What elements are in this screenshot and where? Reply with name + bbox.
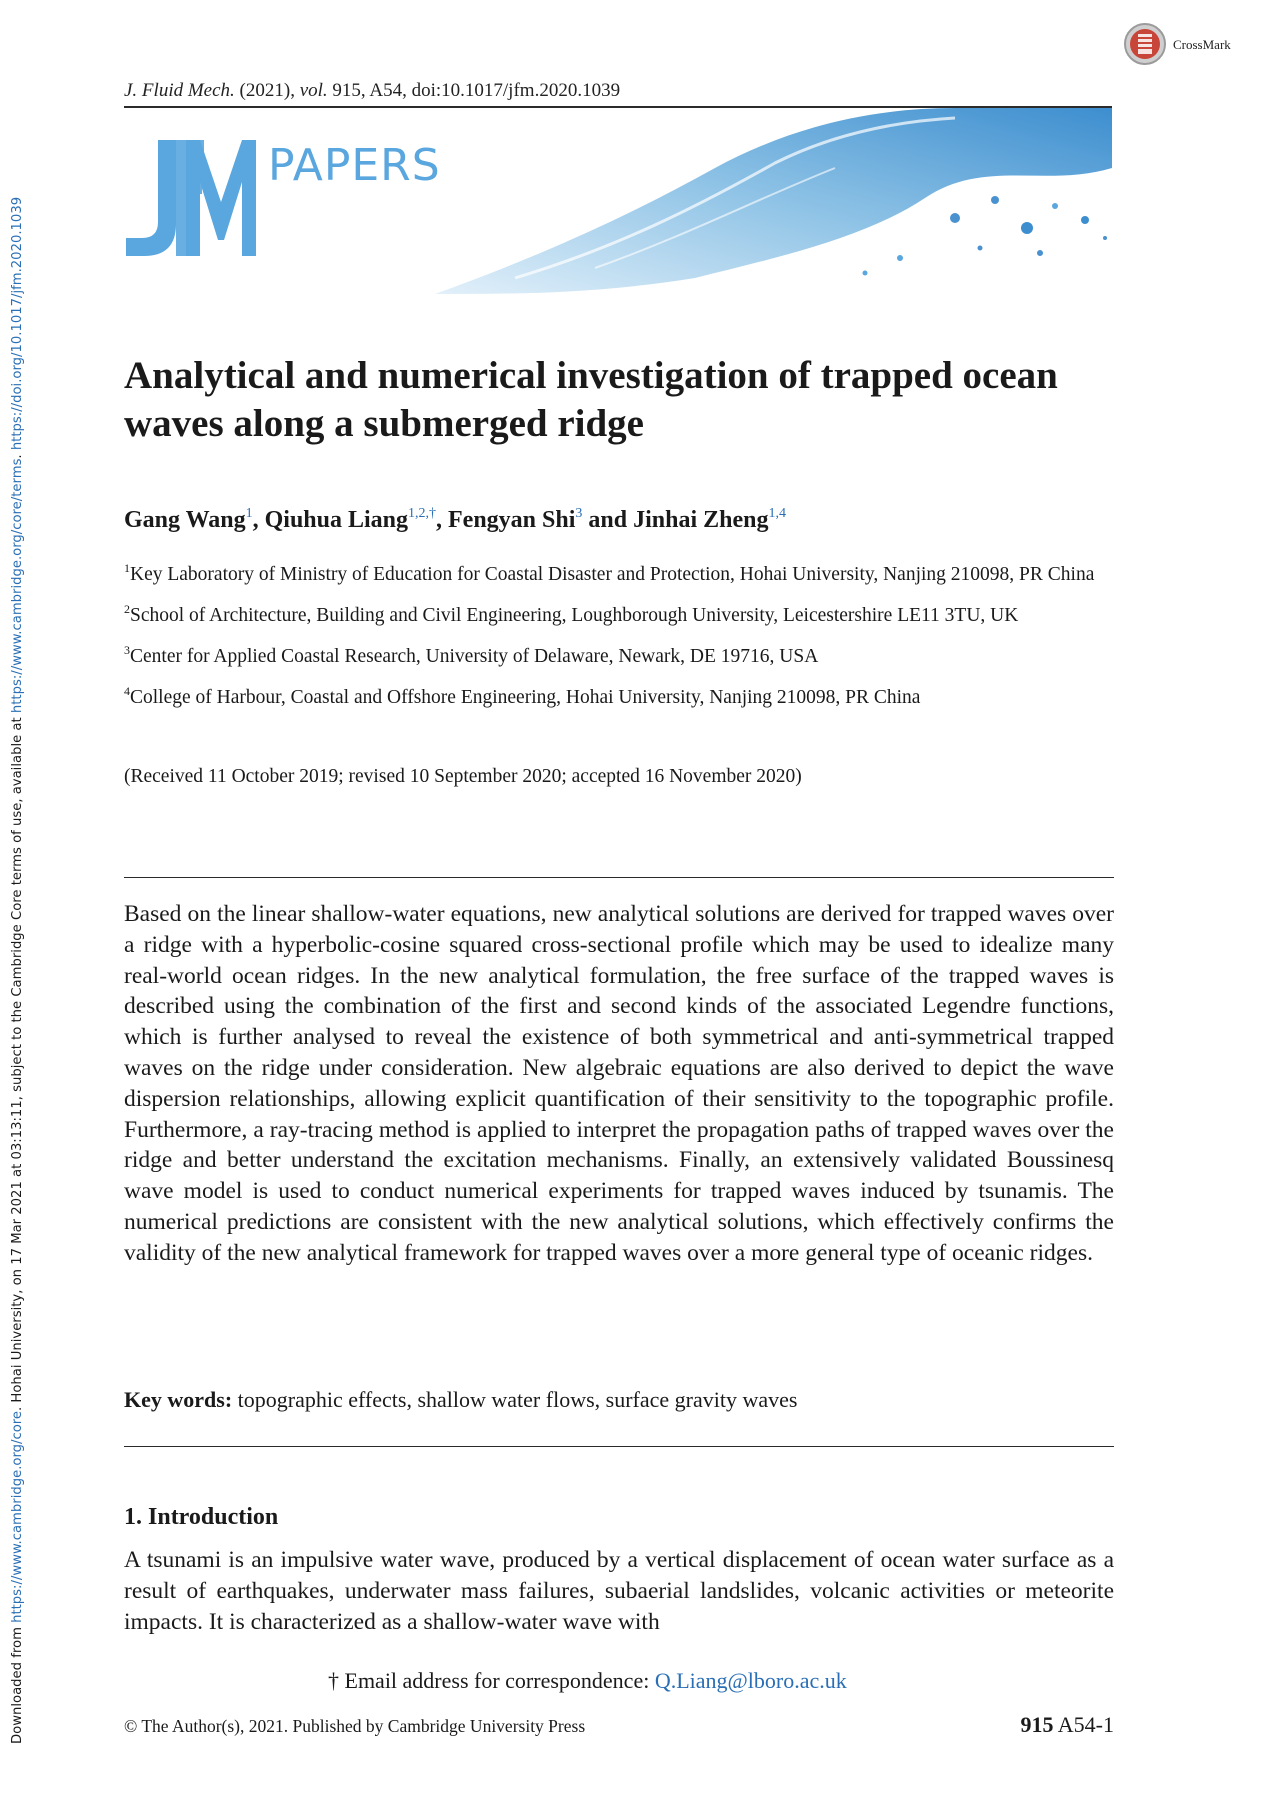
author-affil-marker[interactable]: 3 bbox=[575, 506, 583, 521]
page-article-id: A54-1 bbox=[1057, 1712, 1114, 1737]
author-separator: , bbox=[252, 507, 265, 533]
water-splash-image bbox=[395, 108, 1112, 294]
page-volume: 915 bbox=[1020, 1712, 1054, 1737]
abstract-top-rule bbox=[124, 877, 1114, 878]
affiliation-number: 4 bbox=[124, 684, 130, 698]
crossmark-badge[interactable] bbox=[1123, 22, 1269, 66]
affiliation-text: Center for Applied Coastal Research, University of Delaware, Newark, DE 19716, USA bbox=[130, 646, 819, 667]
affiliation-number: 1 bbox=[124, 561, 130, 575]
author-name: Fengyan Shi bbox=[448, 507, 576, 533]
keywords bbox=[124, 1387, 797, 1413]
correspondence-label: † Email address for correspondence: bbox=[328, 1668, 655, 1693]
download-prefix: Downloaded from bbox=[10, 1622, 25, 1744]
journal-details: 915, A54, doi:10.1017/jfm.2020.1039 bbox=[327, 80, 621, 101]
journal-year: (2021), bbox=[234, 80, 300, 101]
papers-label: PAPERS bbox=[268, 140, 441, 191]
correspondence-email[interactable]: Q.Liang@lboro.ac.uk bbox=[654, 1668, 847, 1693]
download-middle: . Hohai University, on 17 Mar 2021 at 03:13:11, subject to the Cambridge Core terms of use, available at bbox=[10, 713, 25, 1411]
introduction-paragraph: A tsunami is an impulsive water wave, produced by a vertical displacement of ocean water surface as a result of earthquakes, underwater mass failures, subaerial landslides, volcanic activities or meteorite impacts. It is characterized as a shallow-water wave with bbox=[124, 1547, 1114, 1635]
jfm-logo bbox=[124, 140, 256, 256]
author-name: Gang Wang bbox=[124, 507, 246, 533]
correspondence-footnote bbox=[328, 1668, 847, 1694]
affiliation-text: School of Architecture, Building and Civil Engineering, Loughborough University, Leicestershire LE11 3TU, UK bbox=[130, 605, 1019, 626]
received-dates: (Received 11 October 2019; revised 10 September 2020; accepted 16 November 2020) bbox=[124, 766, 802, 787]
affiliation-text: Key Laboratory of Ministry of Education for Coastal Disaster and Protection, Hohai University, Nanjing 210098, PR China bbox=[130, 564, 1095, 585]
author-affil-marker[interactable]: 1 bbox=[245, 506, 253, 521]
affiliation bbox=[124, 597, 1114, 628]
author-separator: and bbox=[582, 507, 634, 533]
abstract-bottom-rule bbox=[124, 1446, 1114, 1447]
section-heading: 1. Introduction bbox=[124, 1504, 279, 1530]
affiliation bbox=[124, 556, 1114, 587]
crossmark-icon bbox=[1123, 22, 1167, 66]
cambridge-core-link[interactable]: https://www.cambridge.org/core bbox=[10, 1410, 25, 1623]
journal-vol-label: vol. bbox=[299, 80, 328, 101]
keywords-text: topographic effects, shallow water flows, surface gravity waves bbox=[237, 1387, 798, 1412]
affiliation-text: College of Harbour, Coastal and Offshore Engineering, Hohai University, Nanjing 210098, PR China bbox=[130, 687, 921, 708]
affiliation-list bbox=[124, 556, 1114, 720]
abstract: Based on the linear shallow-water equations, new analytical solutions are derived for trapped waves over a ridge with a hyperbolic-cosine squared cross-sectional profile which may be used to idealize many real-world ocean ridges. In the new analytical formulation, the free surface of the trapped waves is described using the combination of the first and second kinds of the associated Legendre functions, which is further analysed to reveal the existence of both symmetrical and anti-symmetrical trapped waves on the ridge under consideration. New algebraic equations are also derived to depict the wave dispersion relationships, allowing explicit quantification of their sensitivity to the topographic profile. Furthermore, a ray-tracing method is applied to interpret the propagation paths of trapped waves over the ridge and better understand the excitation mechanisms. Finally, an extensively validated Boussinesq wave model is used to conduct numerical experiments for trapped waves induced by tsunamis. The numerical predictions are consistent with the new analytical solutions, which effectively confirms the validity of the new analytical framework for trapped waves over a more general type of oceanic ridges. bbox=[124, 901, 1114, 1266]
download-notice bbox=[6, 44, 30, 1744]
keywords-label: Key words: bbox=[124, 1387, 233, 1412]
page-number bbox=[1020, 1712, 1114, 1738]
affiliation bbox=[124, 679, 1114, 710]
doi-link[interactable]: https://doi.org/10.1017/jfm.2020.1039 bbox=[10, 196, 25, 451]
author-name: Qiuhua Liang bbox=[264, 507, 409, 533]
journal-name: J. Fluid Mech. bbox=[124, 80, 235, 101]
crossmark-label: CrossMark bbox=[1173, 37, 1231, 52]
download-sep: . bbox=[10, 450, 25, 459]
author-affil-marker[interactable]: 1,2,† bbox=[408, 506, 437, 521]
author-separator: , bbox=[436, 507, 449, 533]
author-list bbox=[124, 506, 786, 534]
copyright-notice: © The Author(s), 2021. Published by Cambridge University Press bbox=[124, 1716, 586, 1736]
author-name: Jinhai Zheng bbox=[633, 507, 769, 533]
affiliation-number: 2 bbox=[124, 602, 130, 616]
author-affil-marker[interactable]: 1,4 bbox=[768, 506, 786, 521]
paper-title: Analytical and numerical investigation of trapped ocean waves along a submerged ridge bbox=[124, 354, 1058, 445]
affiliation-number: 3 bbox=[124, 643, 130, 657]
journal-reference bbox=[124, 80, 620, 102]
affiliation bbox=[124, 638, 1114, 669]
terms-link[interactable]: https://www.cambridge.org/core/terms bbox=[10, 458, 25, 714]
